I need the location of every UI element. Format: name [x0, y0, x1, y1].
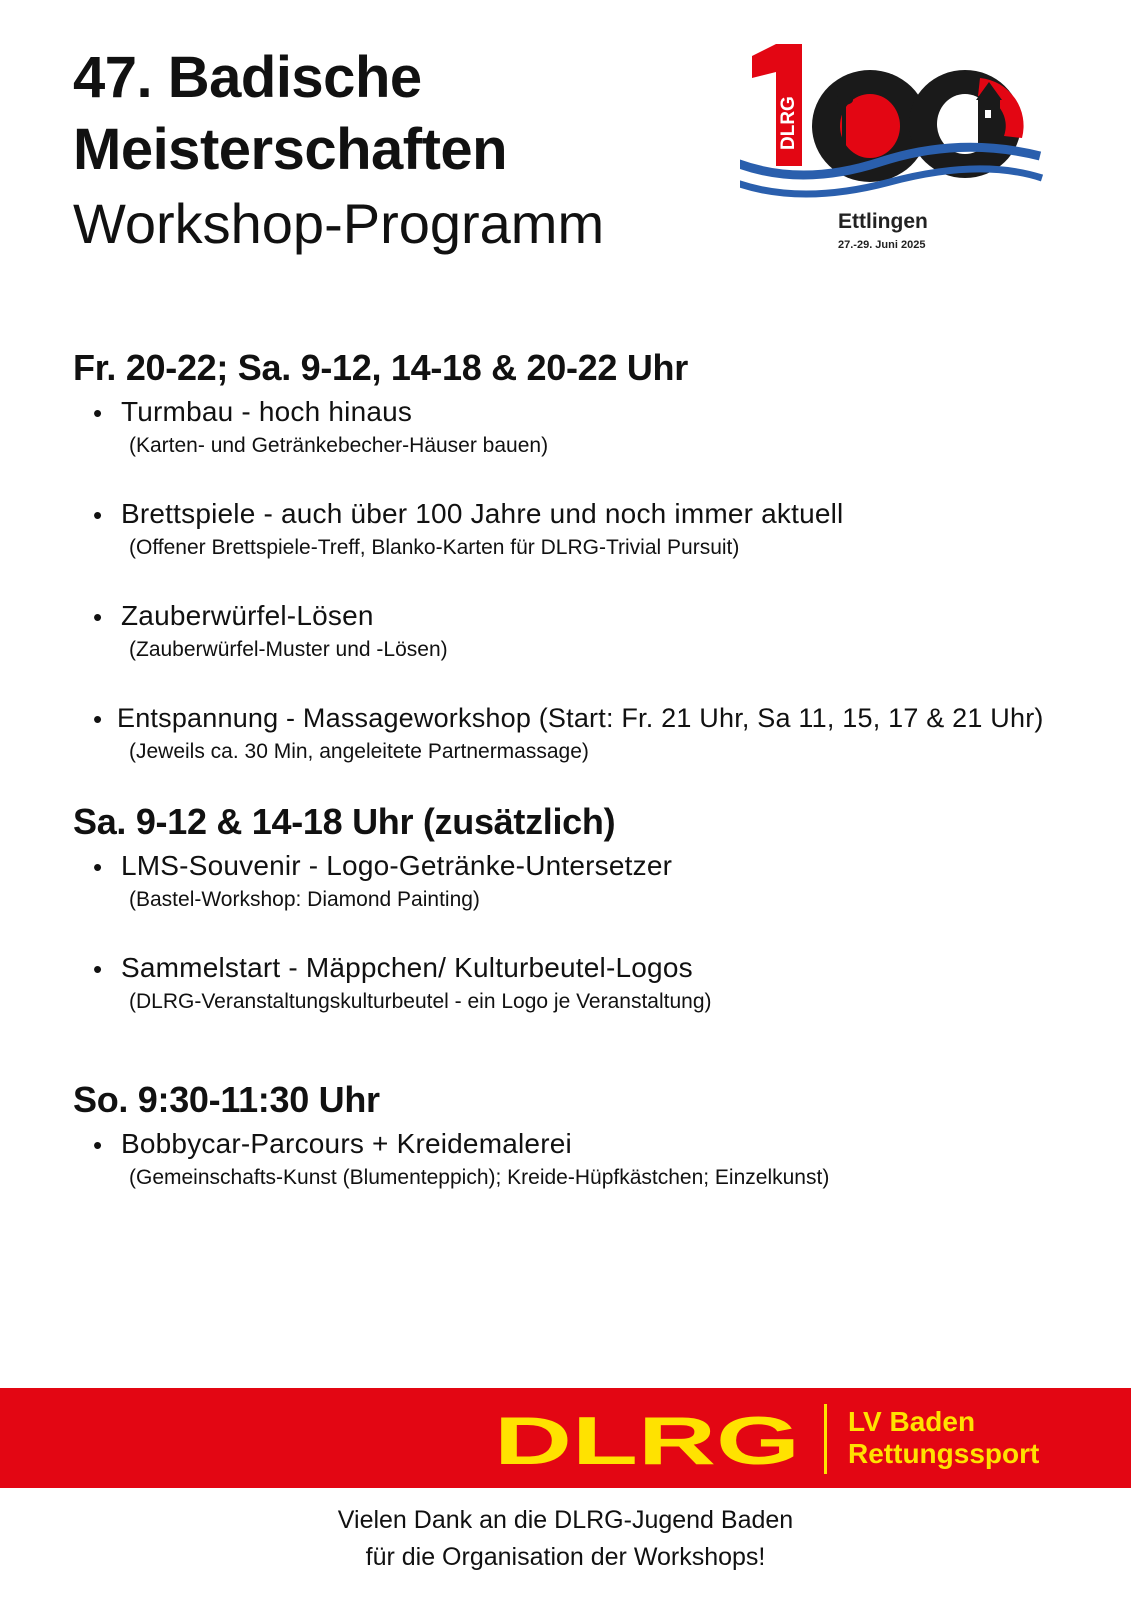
schedule-section-3	[73, 1078, 1103, 1228]
item-description: (Bastel-Workshop: Diamond Painting)	[129, 888, 480, 911]
list-item	[73, 1126, 1103, 1192]
schedule-section-2	[73, 800, 1103, 1052]
bullet-icon: •	[93, 852, 103, 882]
page-subtitle: Workshop-Programm	[73, 192, 605, 255]
item-description: (Jeweils ca. 30 Min, angeleitete Partnermassage)	[129, 740, 589, 763]
item-title: Bobbycar-Parcours + Kreidemalerei	[121, 1128, 572, 1159]
bullet-icon: •	[93, 398, 103, 428]
footer-band	[0, 1388, 1131, 1488]
dlrg-wordmark	[494, 1412, 804, 1468]
bullet-icon: •	[93, 704, 103, 734]
title-block	[73, 42, 604, 262]
item-title: Turmbau - hoch hinaus	[121, 396, 413, 427]
item-description: (Karten- und Getränkebecher-Häuser bauen)	[129, 434, 549, 457]
item-description: (Gemeinschafts-Kunst (Blumenteppich); Kreide-Hüpfkästchen; Einzelkunst)	[129, 1166, 830, 1189]
item-title: Brettspiele - auch über 100 Jahre und noch immer aktuell	[121, 498, 844, 529]
bullet-icon: •	[93, 954, 103, 984]
item-description: (DLRG-Veranstaltungskulturbeutel - ein Logo je Veranstaltung)	[129, 990, 712, 1013]
section-heading: Sa. 9-12 & 14-18 Uhr (zusätzlich)	[73, 801, 616, 842]
castle-tower-icon	[978, 100, 1000, 150]
list-item	[73, 598, 1103, 664]
section-heading: Fr. 20-22; Sa. 9-12, 14-18 & 20-22 Uhr	[73, 347, 688, 388]
dlrg-wordmark-text: DLRG	[494, 1412, 800, 1468]
footer-org-line-2: Rettungssport	[848, 1438, 1040, 1469]
event-logo	[740, 38, 1070, 268]
list-item	[73, 700, 1103, 766]
thanks-line-2: für die Organisation der Workshops!	[365, 1543, 766, 1571]
item-title: Entspannung - Massageworkshop (Start: Fr. 21 Uhr, Sa 11, 15, 17 & 21 Uhr)	[117, 703, 1044, 733]
item-description: (Offener Brettspiele-Treff, Blanko-Karten für DLRG-Trivial Pursuit)	[129, 536, 740, 559]
list-item	[73, 394, 1103, 460]
logo-badge-text: DLRG	[778, 96, 799, 150]
item-title: LMS-Souvenir - Logo-Getränke-Untersetzer	[121, 850, 673, 881]
schedule-section-1	[73, 346, 1103, 802]
bullet-icon: •	[93, 602, 103, 632]
footer-divider	[824, 1404, 827, 1474]
item-title: Zauberwürfel-Lösen	[121, 600, 374, 631]
page-title-line-1: 47. Badische	[73, 45, 422, 110]
list-item	[73, 950, 1103, 1016]
bullet-icon: •	[93, 1130, 103, 1160]
logo-city: Ettlingen	[838, 210, 928, 233]
bullet-icon: •	[93, 500, 103, 530]
footer-logo	[494, 1404, 1054, 1474]
section-heading: So. 9:30-11:30 Uhr	[73, 1079, 380, 1120]
item-title: Sammelstart - Mäppchen/ Kulturbeutel-Logos	[121, 952, 693, 983]
list-item	[73, 496, 1103, 562]
page-title-line-2: Meisterschaften	[73, 117, 508, 182]
item-description: (Zauberwürfel-Muster und -Lösen)	[129, 638, 448, 661]
list-item	[73, 848, 1103, 914]
logo-dates: 27.-29. Juni 2025	[838, 239, 926, 251]
thanks-note	[0, 1502, 1131, 1576]
footer-org-line-1: LV Baden	[848, 1406, 976, 1437]
thanks-line-1: Vielen Dank an die DLRG-Jugend Baden	[337, 1506, 794, 1534]
